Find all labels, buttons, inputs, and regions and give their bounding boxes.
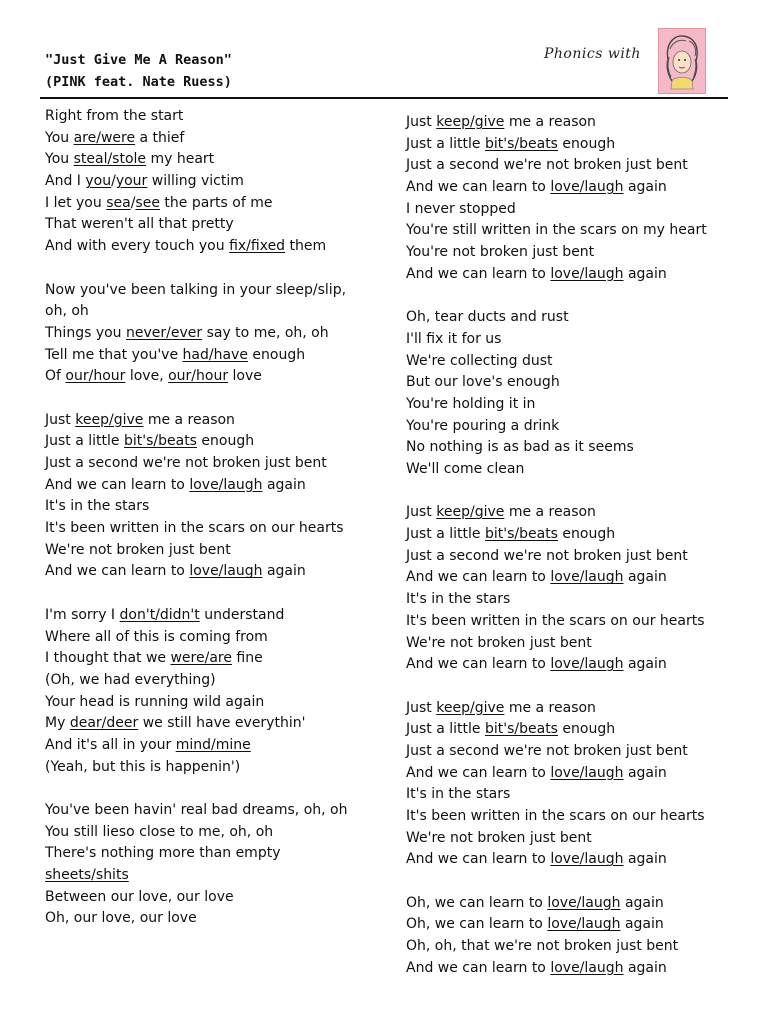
word-choice: love/laugh bbox=[547, 894, 621, 911]
lyric-text: And we can learn to bbox=[406, 764, 551, 781]
lyric-line bbox=[45, 128, 385, 150]
lyric-stanza bbox=[45, 800, 385, 930]
lyric-line bbox=[45, 149, 385, 171]
lyric-text: You bbox=[45, 129, 74, 146]
header-divider bbox=[40, 97, 728, 99]
lyric-text: And we can learn to bbox=[406, 851, 551, 868]
lyric-line bbox=[406, 719, 746, 741]
lyric-line bbox=[406, 633, 746, 655]
word-choice: our/hour bbox=[65, 368, 126, 385]
word-choice: had/have bbox=[182, 346, 248, 363]
lyric-line bbox=[45, 453, 385, 475]
lyric-text: I never stopped bbox=[406, 200, 516, 217]
lyric-text: me a reason bbox=[504, 504, 596, 521]
lyric-text: There's nothing more than empty bbox=[45, 845, 281, 862]
lyric-line bbox=[45, 193, 385, 215]
lyric-line bbox=[406, 372, 746, 394]
lyric-text: I thought that we bbox=[45, 650, 171, 667]
lyric-text: And I bbox=[45, 173, 86, 190]
lyric-text: again bbox=[620, 916, 664, 933]
word-choice: bit's/beats bbox=[123, 433, 197, 450]
lyric-text: enough bbox=[557, 721, 616, 738]
lyric-text: Just bbox=[406, 699, 437, 716]
lyric-line bbox=[406, 437, 746, 459]
lyric-text: It's been written in the scars on our hearts bbox=[45, 520, 344, 537]
lyric-line bbox=[45, 518, 385, 540]
lyric-text: the parts of me bbox=[159, 194, 273, 211]
word-choice: bit's/beats bbox=[484, 526, 558, 543]
lyric-text: And we can learn to bbox=[406, 179, 551, 196]
lyric-line bbox=[45, 475, 385, 497]
lyric-line bbox=[45, 670, 385, 692]
lyric-line bbox=[406, 502, 746, 524]
word-choice: keep/give bbox=[436, 504, 505, 521]
lyric-line bbox=[45, 627, 385, 649]
lyric-text: Right from the start bbox=[45, 108, 184, 124]
lyric-text: them bbox=[285, 238, 327, 255]
lyric-line bbox=[406, 134, 746, 156]
lyric-line bbox=[406, 177, 746, 199]
lyric-text: a thief bbox=[135, 129, 185, 146]
lyric-text: Your head is running wild again bbox=[45, 693, 265, 710]
lyric-line bbox=[45, 713, 385, 735]
lyric-text: again bbox=[623, 265, 667, 282]
lyric-text: You're still written in the scars on my heart bbox=[406, 222, 707, 239]
lyric-line bbox=[406, 394, 746, 416]
lyric-stanza bbox=[45, 106, 385, 258]
lyric-text: I let you bbox=[45, 194, 107, 211]
lyric-line bbox=[45, 605, 385, 627]
lyrics-column-right bbox=[406, 112, 746, 980]
lyric-text: We're not broken just bent bbox=[45, 541, 231, 558]
lyric-text: It's in the stars bbox=[406, 591, 511, 608]
lyric-line bbox=[406, 329, 746, 351]
word-choice: are/were bbox=[73, 129, 136, 146]
lyric-line bbox=[45, 431, 385, 453]
lyric-text: Between our love, our love bbox=[45, 888, 234, 905]
lyric-line bbox=[45, 908, 385, 930]
lyric-line bbox=[406, 741, 746, 763]
lyric-text: again bbox=[623, 569, 667, 586]
lyric-line bbox=[406, 546, 746, 568]
word-choice: your bbox=[115, 173, 148, 190]
lyric-line bbox=[406, 914, 746, 936]
lyric-text: we still have everythin' bbox=[138, 715, 306, 732]
word-choice: don't/didn't bbox=[119, 606, 200, 623]
lyric-stanza bbox=[45, 410, 385, 584]
lyric-line bbox=[45, 735, 385, 757]
lyric-line bbox=[406, 611, 746, 633]
lyric-line bbox=[406, 307, 746, 329]
lyric-line bbox=[406, 199, 746, 221]
lyric-text: (Oh, we had everything) bbox=[45, 671, 216, 688]
page-header bbox=[0, 0, 768, 100]
lyric-stanza bbox=[406, 698, 746, 872]
lyric-stanza bbox=[406, 502, 746, 676]
lyric-text: No nothing is as bad as it seems bbox=[406, 439, 634, 456]
lyric-text: And we can learn to bbox=[406, 656, 551, 673]
lyric-text: We're not broken just bent bbox=[406, 634, 592, 651]
word-choice: keep/give bbox=[75, 411, 144, 428]
lyric-text: / bbox=[130, 194, 136, 211]
lyric-text: again bbox=[623, 656, 667, 673]
song-artist: (PINK feat. Nate Ruess) bbox=[45, 74, 232, 90]
lyric-text: Just a second we're not broken just bent bbox=[406, 157, 688, 174]
lyric-text: enough bbox=[247, 346, 306, 363]
word-choice: fix/fixed bbox=[229, 238, 286, 255]
lyric-line bbox=[45, 366, 385, 388]
lyric-line bbox=[406, 416, 746, 438]
lyric-text: I'll fix it for us bbox=[406, 330, 502, 347]
word-choice: see bbox=[135, 194, 160, 211]
lyric-text: You're pouring a drink bbox=[406, 417, 560, 434]
lyric-text: We're collecting dust bbox=[406, 352, 553, 369]
lyric-text: It's been written in the scars on our hearts bbox=[406, 612, 705, 629]
lyric-text: It's in the stars bbox=[45, 498, 150, 515]
lyric-line bbox=[406, 524, 746, 546]
lyric-text: me a reason bbox=[143, 411, 235, 428]
lyric-text: You've been havin' real bad dreams, oh, oh bbox=[45, 802, 348, 818]
lyric-text: Just a little bbox=[406, 135, 485, 152]
lyric-line bbox=[406, 155, 746, 177]
word-choice: love/laugh bbox=[550, 656, 624, 673]
lyric-text: Oh, we can learn to bbox=[406, 894, 548, 911]
lyric-text: You bbox=[45, 151, 74, 168]
word-choice: love/laugh bbox=[550, 569, 624, 586]
lyric-text: Just a second we're not broken just bent bbox=[406, 742, 688, 759]
lyric-line bbox=[45, 865, 385, 887]
word-choice: sheets/shits bbox=[45, 867, 129, 884]
lyric-text: Oh, tear ducts and rust bbox=[406, 309, 569, 326]
lyric-text: again bbox=[262, 563, 306, 580]
lyric-line bbox=[45, 496, 385, 518]
word-choice: steal/stole bbox=[73, 151, 147, 168]
lyric-line bbox=[45, 843, 385, 865]
lyric-line bbox=[406, 264, 746, 286]
lyric-line bbox=[406, 893, 746, 915]
word-choice: mind/mine bbox=[175, 736, 251, 753]
word-choice: love/laugh bbox=[189, 563, 263, 580]
lyric-text: Where all of this is coming from bbox=[45, 628, 268, 645]
lyric-line bbox=[45, 692, 385, 714]
lyric-line bbox=[406, 958, 746, 980]
lyric-line bbox=[406, 459, 746, 481]
lyric-text: willing victim bbox=[147, 173, 244, 190]
lyric-text: Just bbox=[406, 114, 437, 130]
lyric-line bbox=[406, 242, 746, 264]
lyric-line bbox=[406, 936, 746, 958]
lyric-text: And we can learn to bbox=[406, 265, 551, 282]
lyric-text: Oh, oh, that we're not broken just bent bbox=[406, 938, 679, 955]
lyric-text: / bbox=[111, 173, 116, 190]
lyric-text: And we can learn to bbox=[45, 476, 190, 493]
word-choice: bit's/beats bbox=[484, 135, 558, 152]
lyric-line bbox=[406, 112, 746, 134]
song-title-block bbox=[45, 49, 232, 93]
lyric-text: And it's all in your bbox=[45, 736, 176, 753]
lyric-text: Just a little bbox=[406, 526, 485, 543]
lyric-text: It's been written in the scars on our hearts bbox=[406, 808, 705, 824]
lyric-text: love, bbox=[125, 368, 169, 385]
lyric-text: again bbox=[262, 476, 306, 493]
lyric-text: again bbox=[620, 894, 664, 911]
lyric-text: (Yeah, but this is happenin') bbox=[45, 758, 241, 775]
word-choice: dear/deer bbox=[69, 715, 139, 732]
lyric-line bbox=[406, 589, 746, 611]
lyric-line bbox=[45, 887, 385, 909]
lyric-text: You're not broken just bent bbox=[406, 244, 595, 261]
lyric-line bbox=[406, 763, 746, 785]
lyric-line bbox=[45, 214, 385, 236]
lyric-text: Oh, our love, our love bbox=[45, 910, 197, 927]
word-choice: love/laugh bbox=[550, 265, 624, 282]
lyric-text: enough bbox=[557, 135, 616, 152]
lyric-line bbox=[45, 648, 385, 670]
word-choice: never/ever bbox=[126, 324, 203, 341]
lyric-line bbox=[406, 849, 746, 871]
word-choice: love/laugh bbox=[550, 179, 624, 196]
lyric-text: enough bbox=[196, 433, 255, 450]
word-choice: love/laugh bbox=[189, 476, 263, 493]
lyric-text: That weren't all that pretty bbox=[45, 216, 234, 233]
lyric-stanza bbox=[406, 893, 746, 980]
lyric-text: Just bbox=[45, 411, 76, 428]
lyric-text: And with every touch you bbox=[45, 238, 230, 255]
lyric-text: oh, oh bbox=[45, 303, 89, 320]
lyric-text: And we can learn to bbox=[406, 959, 551, 976]
lyric-text: again bbox=[623, 851, 667, 868]
lyric-line bbox=[45, 757, 385, 779]
lyric-text: my heart bbox=[146, 151, 215, 168]
lyric-text: My bbox=[45, 715, 70, 732]
lyric-text: Just a second we're not broken just bent bbox=[45, 455, 327, 471]
word-choice: our/hour bbox=[168, 368, 229, 385]
lyric-text: But our love's enough bbox=[406, 374, 560, 391]
lyric-line bbox=[406, 806, 746, 828]
lyric-text: love bbox=[228, 368, 262, 385]
song-title: "Just Give Me A Reason" bbox=[45, 52, 232, 68]
lyric-line bbox=[406, 828, 746, 850]
lyric-text: again bbox=[623, 179, 667, 196]
lyric-text: say to me, oh, oh bbox=[202, 324, 329, 341]
lyric-line bbox=[45, 171, 385, 193]
lyric-line bbox=[45, 236, 385, 258]
lyric-line bbox=[406, 784, 746, 806]
lyric-text: Just a little bbox=[45, 433, 124, 450]
lyric-line bbox=[45, 410, 385, 432]
lyric-stanza bbox=[406, 112, 746, 286]
word-choice: you bbox=[85, 173, 112, 190]
lyric-line bbox=[45, 561, 385, 583]
lyric-text: Things you bbox=[45, 324, 126, 341]
lyric-text: You still lieso close to me, oh, oh bbox=[45, 823, 274, 840]
lyric-text: Just a second we're not broken just bent bbox=[406, 547, 688, 564]
lyric-line bbox=[406, 567, 746, 589]
lyric-text: Tell me that you've bbox=[45, 346, 183, 363]
lyric-text: me a reason bbox=[504, 114, 596, 130]
lyric-line bbox=[45, 822, 385, 844]
lyric-text: Just a little bbox=[406, 721, 485, 738]
lyric-line bbox=[45, 301, 385, 323]
lyric-text: again bbox=[623, 959, 667, 976]
lyric-text: We're not broken just bent bbox=[406, 829, 592, 846]
lyrics-column-left bbox=[45, 106, 385, 930]
word-choice: keep/give bbox=[436, 699, 505, 716]
word-choice: love/laugh bbox=[550, 851, 624, 868]
lyric-line bbox=[406, 654, 746, 676]
lyric-text: Just bbox=[406, 504, 437, 521]
word-choice: sea bbox=[106, 194, 131, 211]
word-choice: love/laugh bbox=[550, 764, 624, 781]
lyric-text: Of bbox=[45, 368, 66, 385]
lyric-text: And we can learn to bbox=[406, 569, 551, 586]
word-choice: were/are bbox=[170, 650, 232, 667]
lyric-text: It's in the stars bbox=[406, 786, 511, 803]
lyric-line bbox=[45, 106, 385, 128]
lyric-text: Now you've been talking in your sleep/slip, bbox=[45, 281, 347, 298]
girl-portrait-icon bbox=[658, 28, 706, 94]
lyric-line bbox=[45, 800, 385, 822]
lyric-line bbox=[45, 540, 385, 562]
brand-text: Phonics with bbox=[544, 46, 641, 62]
word-choice: love/laugh bbox=[550, 959, 624, 976]
lyric-line bbox=[406, 351, 746, 373]
lyric-text: I'm sorry I bbox=[45, 606, 120, 623]
lyric-text: me a reason bbox=[504, 699, 596, 716]
lyric-text: You're holding it in bbox=[406, 395, 536, 412]
lyric-line bbox=[406, 220, 746, 242]
word-choice: love/laugh bbox=[547, 916, 621, 933]
lyric-stanza bbox=[45, 605, 385, 779]
lyric-text: enough bbox=[557, 526, 616, 543]
word-choice: keep/give bbox=[436, 114, 505, 130]
lyric-text: again bbox=[623, 764, 667, 781]
lyric-line bbox=[406, 698, 746, 720]
lyric-stanza bbox=[45, 280, 385, 388]
lyric-line bbox=[45, 323, 385, 345]
lyric-stanza bbox=[406, 307, 746, 481]
lyric-line bbox=[45, 280, 385, 302]
lyric-text: And we can learn to bbox=[45, 563, 190, 580]
lyric-text: We'll come clean bbox=[406, 461, 525, 477]
lyric-text: understand bbox=[199, 606, 285, 623]
lyric-line bbox=[45, 345, 385, 367]
lyric-text: Oh, we can learn to bbox=[406, 916, 548, 933]
lyric-text: fine bbox=[231, 650, 263, 667]
word-choice: bit's/beats bbox=[484, 721, 558, 738]
